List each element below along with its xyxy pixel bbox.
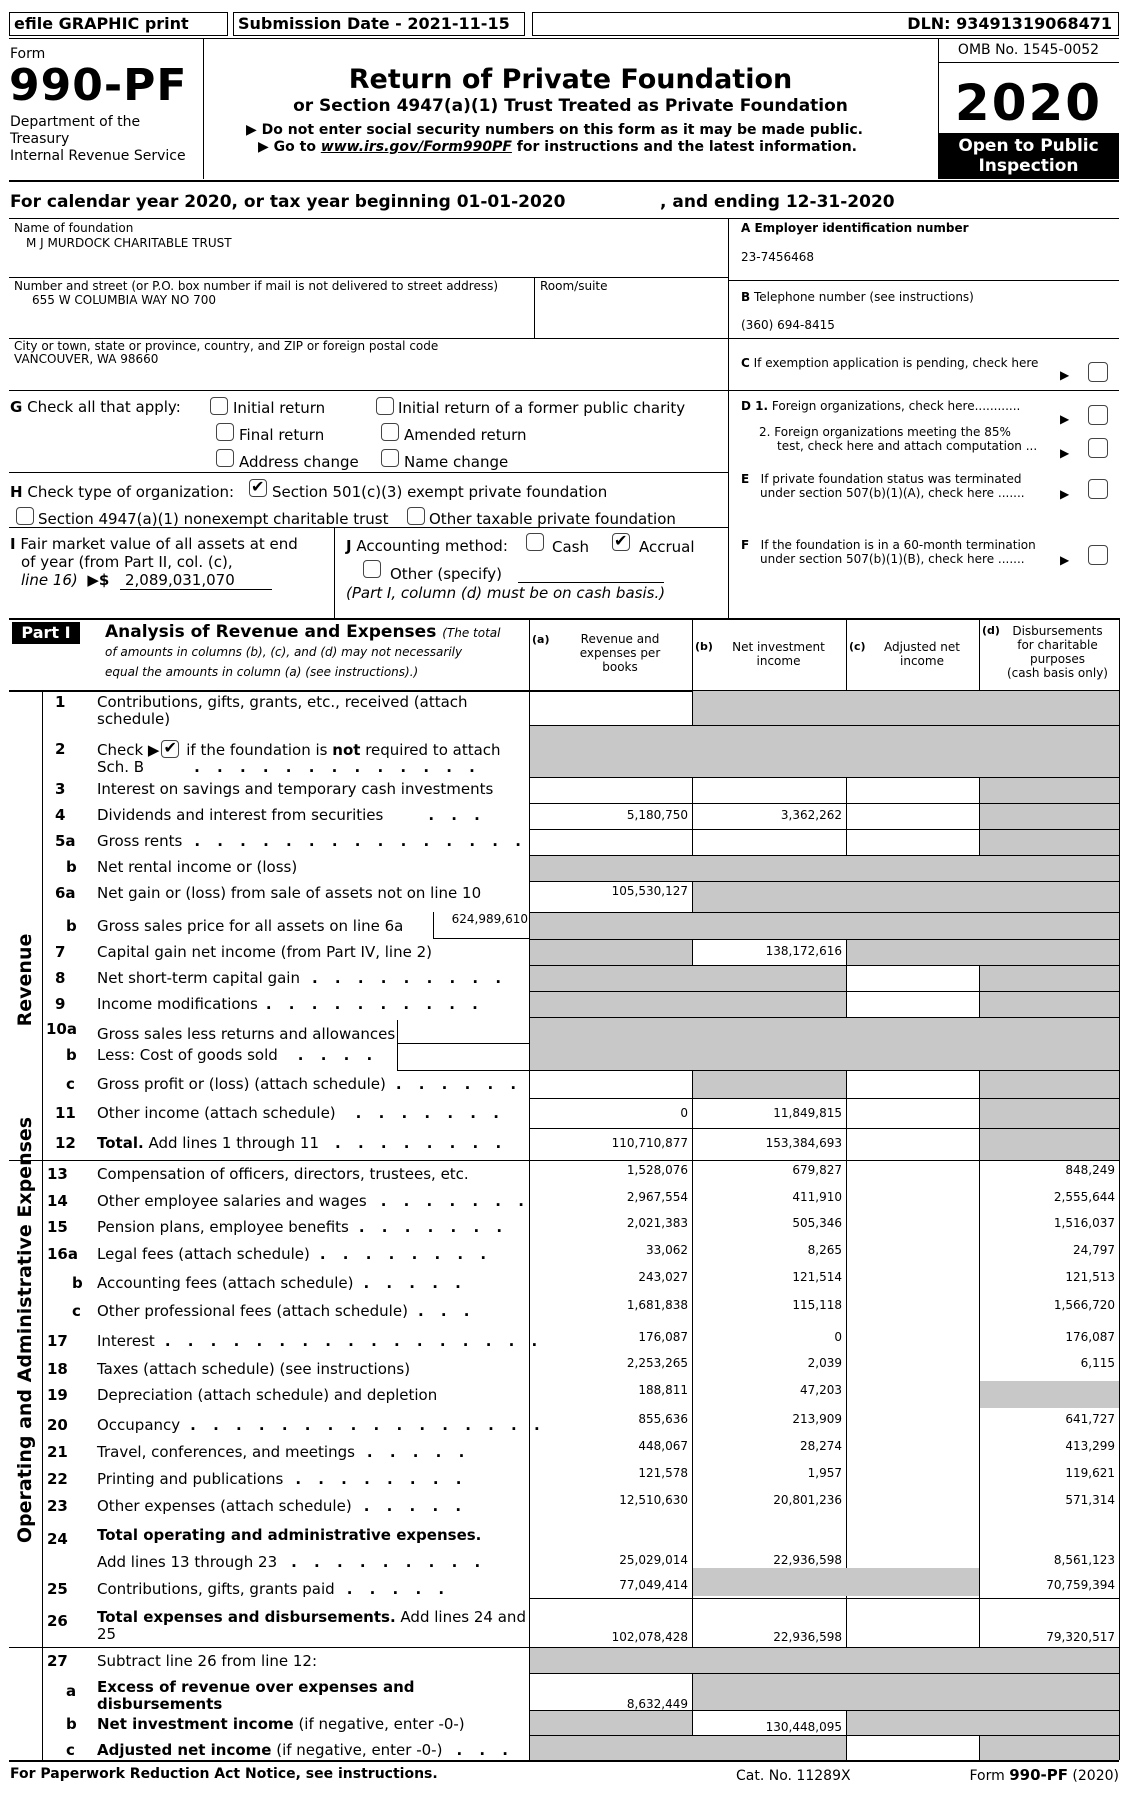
4947-checkbox[interactable]: [16, 507, 34, 525]
line-14-col-b: 411,910: [792, 1190, 842, 1204]
line-2-label-cont: Sch. B . . . . . . . . . . . . .: [97, 758, 481, 776]
dln-box: [532, 12, 1119, 36]
line-27a-label-cont: disbursements: [97, 1695, 223, 1713]
footer-form: Form 990-PF (2020): [969, 1766, 1119, 1784]
line-23-col-d: 571,314: [1065, 1493, 1115, 1507]
line-6b-value: 624,989,610: [451, 912, 528, 926]
instruction-2: ▶ Go to www.irs.gov/Form990PF for instructions and the latest information.: [258, 139, 857, 155]
i-line1: I Fair market value of all assets at end: [10, 535, 298, 553]
line-15-label: Pension plans, employee benefits . . . . . . .: [97, 1218, 509, 1236]
line-number: 9: [55, 995, 66, 1013]
line-11-label: Other income (attach schedule) . . . . . . .: [97, 1104, 505, 1122]
line-6b-label: Gross sales price for all assets on line 6a: [97, 917, 404, 935]
accrual-checkbox[interactable]: [612, 533, 630, 551]
line-21-col-d: 413,299: [1065, 1439, 1115, 1453]
line-number: 10a: [46, 1020, 77, 1038]
arrow-icon: ▶: [1060, 446, 1070, 460]
street-address: 655 W COLUMBIA WAY NO 700: [32, 293, 217, 307]
line-8-label: Net short-term capital gain . . . . . . . . .: [97, 969, 508, 987]
line-16c-col-a: 1,681,838: [626, 1298, 688, 1312]
other-method-checkbox[interactable]: [363, 560, 381, 578]
name-change-checkbox[interactable]: [381, 449, 399, 467]
f-line1: F If the foundation is in a 60-month termination: [741, 538, 1036, 552]
line-number: 27: [47, 1652, 68, 1670]
line-22-col-b: 1,957: [807, 1466, 842, 1480]
address-change-label: Address change: [239, 453, 359, 471]
calendar-start: For calendar year 2020, or tax year beginning 01-01-2020: [10, 192, 566, 212]
dept-line-1: Department of the: [10, 114, 141, 130]
line-15-col-a: 2,021,383: [626, 1216, 688, 1230]
initial-return-label: Initial return: [233, 399, 326, 417]
line-number: 16a: [47, 1245, 78, 1263]
sch-b-checkbox[interactable]: [161, 740, 179, 758]
line-12-col-a: 110,710,877: [611, 1136, 688, 1150]
col-d-header: Disbursements for charitable purposes (cash basis only): [1007, 624, 1108, 680]
line-20-col-d: 641,727: [1065, 1412, 1115, 1426]
line-4-col-b: 3,362,262: [780, 808, 842, 822]
line-13-col-d: 848,249: [1065, 1163, 1115, 1177]
initial-return-checkbox[interactable]: [210, 397, 228, 415]
line-26-col-b: 22,936,598: [773, 1630, 842, 1644]
line-3-label: Interest on savings and temporary cash investments: [97, 780, 494, 798]
line-9-label: Income modifications . . . . . . . . . .: [97, 995, 484, 1013]
arrow-icon: ▶: [1060, 412, 1070, 426]
part1-title: Analysis of Revenue and Expenses (The total: [105, 622, 501, 642]
line-19-label: Depreciation (attach schedule) and depletion: [97, 1386, 438, 1404]
line-number: b: [72, 1274, 83, 1292]
line-26-label: Total expenses and disbursements. Add lines 24 and: [97, 1608, 526, 1626]
line-number: 21: [47, 1443, 68, 1461]
line-27a-col-a: 8,632,449: [626, 1697, 688, 1711]
other-method-label: Other (specify): [390, 565, 502, 583]
line-number: 15: [47, 1218, 68, 1236]
line-20-col-a: 855,636: [638, 1412, 688, 1426]
tax-year: 2020: [954, 74, 1103, 132]
line-number: a: [66, 1682, 77, 1700]
line-16c-col-d: 1,566,720: [1053, 1298, 1115, 1312]
foundation-name: M J MURDOCK CHARITABLE TRUST: [26, 236, 232, 250]
line-number: c: [66, 1741, 75, 1759]
line-16a-col-a: 33,062: [646, 1243, 688, 1257]
i-line2: of year (from Part II, col. (c),: [21, 553, 233, 571]
accrual-label: Accrual: [639, 538, 695, 556]
final-return-label: Final return: [239, 426, 325, 444]
line-25-label: Contributions, gifts, grants paid . . . . .: [97, 1580, 451, 1598]
col-a-tag: (a): [532, 633, 550, 646]
line-number: b: [66, 1715, 77, 1733]
col-b-tag: (b): [695, 640, 713, 653]
line-7-label: Capital gain net income (from Part IV, line 2): [97, 943, 432, 961]
line-16a-col-b: 8,265: [807, 1243, 842, 1257]
d1-checkbox[interactable]: [1088, 405, 1108, 425]
line-number: b: [66, 858, 77, 876]
line-1-label: Contributions, gifts, grants, etc., received (attach: [97, 693, 468, 711]
e-checkbox[interactable]: [1088, 479, 1108, 499]
line-20-label: Occupancy . . . . . . . . . . . . . . . .: [97, 1416, 546, 1434]
line-number: 19: [47, 1386, 68, 1404]
line-24-label: Total operating and administrative expenses.: [97, 1526, 482, 1544]
line-24-col-b: 22,936,598: [773, 1553, 842, 1567]
line-25-col-d: 70,759,394: [1046, 1578, 1115, 1592]
line-21-label: Travel, conferences, and meetings . . . . .: [97, 1443, 471, 1461]
cash-checkbox[interactable]: [526, 533, 544, 551]
line-number: b: [66, 1046, 77, 1064]
line-number: 1: [55, 693, 66, 711]
g-label: G Check all that apply:: [10, 398, 181, 416]
line-21-col-a: 448,067: [638, 1439, 688, 1453]
line-13-col-b: 679,827: [792, 1163, 842, 1177]
amended-return-checkbox[interactable]: [381, 423, 399, 441]
i-line3: line 16) ▶$: [21, 571, 110, 589]
line-18-col-d: 6,115: [1080, 1356, 1115, 1370]
h-label: H Check type of organization:: [10, 483, 235, 501]
line-18-col-b: 2,039: [807, 1356, 842, 1370]
line-16b-col-a: 243,027: [638, 1270, 688, 1284]
line-number: 14: [47, 1192, 68, 1210]
d2-checkbox[interactable]: [1088, 438, 1108, 458]
line-number: 17: [47, 1332, 68, 1350]
line-7-col-b: 138,172,616: [765, 944, 842, 958]
line-13-col-a: 1,528,076: [626, 1163, 688, 1177]
line-21-col-b: 28,274: [800, 1439, 842, 1453]
line-11-col-a: 0: [680, 1106, 688, 1120]
line-23-col-b: 20,801,236: [773, 1493, 842, 1507]
line-15-col-b: 505,346: [792, 1216, 842, 1230]
col-b-header: Net investment income: [732, 640, 825, 668]
line-10b-label: Less: Cost of goods sold . . . .: [97, 1046, 379, 1064]
line-22-label: Printing and publications . . . . . . . .: [97, 1470, 468, 1488]
dept-line-3: Internal Revenue Service: [10, 148, 186, 164]
phone-value: (360) 694-8415: [741, 318, 835, 332]
line-12-col-b: 153,384,693: [765, 1136, 842, 1150]
501c3-checkbox[interactable]: [249, 479, 267, 497]
name-label: Name of foundation: [14, 221, 134, 235]
line-5b-label: Net rental income or (loss): [97, 858, 298, 876]
submission-box: [233, 12, 525, 36]
arrow-icon: ▶: [1060, 487, 1070, 501]
line-27c-label: Adjusted net income (if negative, enter -0-) . . .: [97, 1741, 514, 1759]
line-25-col-a: 77,049,414: [619, 1578, 688, 1592]
line-16b-col-d: 121,513: [1065, 1270, 1115, 1284]
initial-former-checkbox[interactable]: [376, 397, 394, 415]
line-13-label: Compensation of officers, directors, trustees, etc.: [97, 1165, 469, 1183]
line-11-col-b: 11,849,815: [773, 1106, 842, 1120]
line-16c-label: Other professional fees (attach schedule) . . .: [97, 1302, 476, 1320]
line-number: 11: [55, 1104, 76, 1122]
efile-label: efile GRAPHIC print: [14, 14, 189, 33]
line-26-label-cont: 25: [97, 1625, 117, 1643]
line-24-col-d: 8,561,123: [1053, 1553, 1115, 1567]
form-word: Form: [10, 46, 46, 62]
line-number: 23: [47, 1497, 68, 1515]
line-4-col-a: 5,180,750: [626, 808, 688, 822]
dln: DLN: 93491319068471: [907, 14, 1112, 33]
line-16b-label: Accounting fees (attach schedule) . . . . .: [97, 1274, 467, 1292]
line-24-col-a: 25,029,014: [619, 1553, 688, 1567]
other-taxable-checkbox[interactable]: [407, 507, 425, 525]
initial-former-label: Initial return of a former public charity: [398, 399, 686, 417]
phone-label: B Telephone number (see instructions): [741, 290, 974, 304]
line-15-col-d: 1,516,037: [1053, 1216, 1115, 1230]
name-change-label: Name change: [404, 453, 509, 471]
col-a-header: Revenue and expenses per books: [579, 632, 661, 674]
street-label: Number and street (or P.O. box number if mail is not delivered to street address): [14, 279, 499, 293]
d1-label: D 1. Foreign organizations, check here............: [741, 399, 1021, 413]
efile-box: [9, 12, 228, 36]
line-number: 5a: [55, 832, 76, 850]
f-line2: under section 507(b)(1)(B), check here .......: [760, 552, 1025, 566]
line-number: 22: [47, 1470, 68, 1488]
line-number: 6a: [55, 884, 76, 902]
line-22-col-a: 121,578: [638, 1466, 688, 1480]
line-16a-col-d: 24,797: [1073, 1243, 1115, 1257]
d2-line1: 2. Foreign organizations meeting the 85%: [759, 425, 1011, 439]
line-17-col-a: 176,087: [638, 1330, 688, 1344]
line-number: b: [66, 917, 77, 935]
f-checkbox[interactable]: [1088, 545, 1108, 565]
line-27b-col-b: 130,448,095: [765, 1720, 842, 1734]
line-23-label: Other expenses (attach schedule) . . . . .: [97, 1497, 468, 1515]
line-number: 4: [55, 806, 66, 824]
line-12-label: Total. Add lines 1 through 11 . . . . . . . .: [97, 1134, 508, 1152]
line-27-label: Subtract line 26 from line 12:: [97, 1652, 318, 1670]
cash-label: Cash: [552, 538, 589, 556]
ein-label: A Employer identification number: [741, 221, 969, 235]
line-6a-label: Net gain or (loss) from sale of assets not on line 10: [97, 884, 482, 902]
e-line2: under section 507(b)(1)(A), check here .......: [760, 486, 1025, 500]
instruction-1: ▶ Do not enter social security numbers on this form as it may be made public.: [246, 122, 864, 138]
col-c-header: Adjusted net income: [883, 640, 961, 668]
j-note: (Part I, column (d) must be on cash basis.): [346, 584, 666, 602]
submission-date: Submission Date - 2021-11-15: [238, 14, 510, 33]
line-number: 3: [55, 780, 66, 798]
line-16a-label: Legal fees (attach schedule) . . . . . . . .: [97, 1245, 493, 1263]
line-14-label: Other employee salaries and wages . . . . . . .: [97, 1192, 530, 1210]
line-19-col-a: 188,811: [638, 1383, 688, 1397]
open-to-public-badge: Open to Public Inspection: [938, 133, 1119, 179]
line-14-col-a: 2,967,554: [626, 1190, 688, 1204]
calendar-end: , and ending 12-31-2020: [660, 192, 895, 212]
ein-value: 23-7456468: [741, 250, 815, 264]
line-number: c: [72, 1302, 81, 1320]
j-label: J Accounting method:: [346, 537, 508, 555]
line-number: 7: [55, 943, 66, 961]
expenses-side-label: Operating and Administrative Expenses: [14, 1116, 36, 1544]
line-27b-label: Net investment income (if negative, enter -0-): [97, 1715, 465, 1733]
line-6a-col-a: 105,530,127: [611, 884, 688, 898]
line-10c-label: Gross profit or (loss) (attach schedule) . . . . . .: [97, 1075, 523, 1093]
line-27a-label: Excess of revenue over expenses and: [97, 1678, 415, 1696]
line-18-col-a: 2,253,265: [626, 1356, 688, 1370]
line-24-label-cont: Add lines 13 through 23 . . . . . . . . .: [97, 1553, 487, 1571]
final-return-checkbox[interactable]: [216, 423, 234, 441]
line-26-col-a: 102,078,428: [611, 1630, 688, 1644]
revenue-side-label: Revenue: [14, 933, 36, 1027]
line-number: 8: [55, 969, 66, 987]
line-number: c: [66, 1075, 75, 1093]
line-18-label: Taxes (attach schedule) (see instructions): [97, 1360, 411, 1378]
line-number: 12: [55, 1134, 76, 1152]
line-16b-col-b: 121,514: [792, 1270, 842, 1284]
line-number: 25: [47, 1580, 68, 1598]
line-17-col-d: 176,087: [1065, 1330, 1115, 1344]
c-exemption-checkbox[interactable]: [1088, 362, 1108, 382]
line-22-col-d: 119,621: [1065, 1466, 1115, 1480]
line-1-label-cont: schedule): [97, 710, 171, 728]
form-number: 990-PF: [9, 60, 188, 111]
room-label: Room/suite: [540, 279, 608, 293]
line-19-col-b: 47,203: [800, 1383, 842, 1397]
form-title: Return of Private Foundation: [348, 64, 793, 95]
paperwork-notice: For Paperwork Reduction Act Notice, see instructions.: [10, 1766, 438, 1782]
line-17-label: Interest . . . . . . . . . . . . . . . . .: [97, 1332, 544, 1350]
irs-link[interactable]: www.irs.gov/Form990PF: [320, 139, 512, 155]
city-value: VANCOUVER, WA 98660: [14, 352, 159, 366]
line-number: 13: [47, 1165, 68, 1183]
fmv-value: 2,089,031,070: [125, 571, 235, 589]
col-c-tag: (c): [849, 640, 866, 653]
part1-desc2: of amounts in columns (b), (c), and (d) may not necessarily: [105, 645, 463, 659]
line-14-col-d: 2,555,644: [1053, 1190, 1115, 1204]
line-5a-label: Gross rents . . . . . . . . . . . . . . .: [97, 832, 527, 850]
address-change-checkbox[interactable]: [216, 449, 234, 467]
line-16c-col-b: 115,118: [792, 1298, 842, 1312]
arrow-icon: ▶: [1060, 368, 1070, 382]
line-number: 24: [47, 1530, 68, 1548]
line-number: 20: [47, 1416, 68, 1434]
line-23-col-a: 12,510,630: [619, 1493, 688, 1507]
line-number: 26: [47, 1612, 68, 1630]
e-line1: E If private foundation status was terminated: [741, 472, 1022, 486]
dept-line-2: Treasury: [10, 131, 70, 147]
line-number: 2: [55, 740, 66, 758]
city-label: City or town, state or province, country, and ZIP or foreign postal code: [14, 339, 439, 353]
line-20-col-b: 213,909: [792, 1412, 842, 1426]
line-17-col-b: 0: [834, 1330, 842, 1344]
line-2-label: Check ▶✔ if the foundation is not required to attach: [97, 740, 501, 759]
cat-number: Cat. No. 11289X: [736, 1768, 851, 1784]
d2-line2: test, check here and attach computation ...: [777, 439, 1038, 453]
other-taxable-label: Other taxable private foundation: [429, 510, 676, 528]
line-10a-label: Gross sales less returns and allowances: [97, 1025, 396, 1043]
c-exemption-label: C If exemption application is pending, check here: [741, 356, 1039, 370]
amended-return-label: Amended return: [404, 426, 527, 444]
part1-desc3: equal the amounts in column (a) (see instructions).): [105, 665, 419, 679]
line-number: 18: [47, 1360, 68, 1378]
line-26-col-d: 79,320,517: [1046, 1630, 1115, 1644]
col-d-tag: (d): [982, 624, 1000, 637]
4947-label: Section 4947(a)(1) nonexempt charitable trust: [38, 510, 389, 528]
omb-number: OMB No. 1545-0052: [957, 42, 1100, 58]
501c3-label: Section 501(c)(3) exempt private foundation: [272, 483, 608, 501]
arrow-icon: ▶: [1060, 553, 1070, 567]
part1-tag: Part I: [12, 622, 80, 644]
form-subtitle: or Section 4947(a)(1) Trust Treated as Private Foundation: [293, 96, 848, 116]
line-4-label: Dividends and interest from securities . . .: [97, 806, 486, 824]
